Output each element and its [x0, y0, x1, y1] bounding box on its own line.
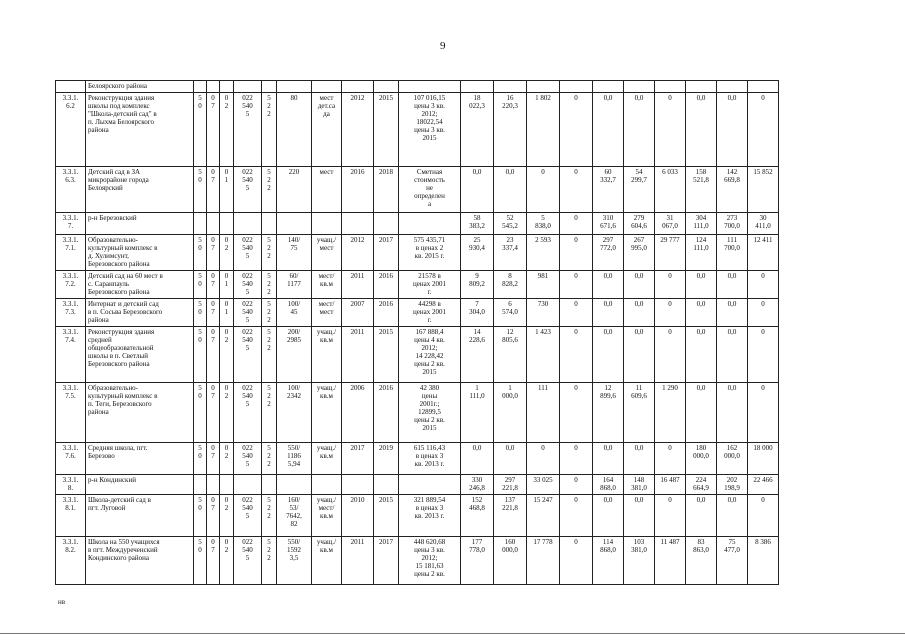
cell-v10: 12 411: [748, 235, 779, 271]
page-number: 9: [440, 40, 446, 52]
cell-name: Образовательно- культурный комплекс в д. Хулимсунт, Березовского района: [86, 235, 194, 271]
cell-power: 60/ 1177: [277, 271, 312, 299]
cell-v1: 18 022,3: [461, 93, 494, 167]
cell-v7: 11 487: [655, 537, 686, 585]
cell-v4: 0: [560, 235, 593, 271]
cell-cost: 167 888,4 цены 4 кв. 2012; 14 228,42 цены 2 кв. 2015: [399, 327, 461, 383]
cell-v5: 12 899,6: [593, 383, 624, 443]
cell-cost: 575 435,71 в ценах 2 кв. 2015 г.: [399, 235, 461, 271]
cell-c1: 5 0: [194, 235, 207, 271]
cell-v6: 279 604,6: [624, 213, 655, 235]
cell-c4: 022 540 5: [234, 537, 262, 585]
cell-c1: 5 0: [194, 495, 207, 537]
cell-num: 3.3.1. 7.6.: [56, 443, 86, 475]
cell-v8: 0,0: [686, 327, 717, 383]
continuation-text: Белоярского района: [86, 81, 194, 93]
cell-start: 2010: [342, 495, 374, 537]
cell-c5: 5 2 2: [262, 443, 277, 475]
cell-v1: 0,0: [461, 443, 494, 475]
cell-c3: 0 2: [220, 383, 234, 443]
cell-num: 3.3.1. 8.2.: [56, 537, 86, 585]
cell-v8: 180 000,0: [686, 443, 717, 475]
cell-c2: 0 7: [207, 327, 220, 383]
cell-v1: 7 304,0: [461, 299, 494, 327]
cell-num: 3.3.1. 8.: [56, 475, 86, 495]
cell-v2: 6 574,0: [494, 299, 527, 327]
cell-v2: 137 221,8: [494, 495, 527, 537]
cell-start: [342, 213, 374, 235]
cell-v1: 0,0: [461, 167, 494, 213]
cell-v4: 0: [560, 383, 593, 443]
cell-unit: учащ./ кв.м: [312, 383, 342, 443]
cell-v1: 330 246,8: [461, 475, 494, 495]
cell-end: 2019: [374, 443, 399, 475]
cell-v1: 58 383,2: [461, 213, 494, 235]
cell-c5: 5 2 2: [262, 495, 277, 537]
cell-v5: 0,0: [593, 271, 624, 299]
table-row: [56, 383, 779, 443]
cell-power: 80: [277, 93, 312, 167]
cell-unit: мест: [312, 167, 342, 213]
cell-v8: 0,0: [686, 271, 717, 299]
cell-c1: 5 0: [194, 443, 207, 475]
cell-v7: 0: [655, 443, 686, 475]
cell-v7: 0: [655, 271, 686, 299]
cell-v3: 33 025: [527, 475, 560, 495]
cell-v7: 0: [655, 93, 686, 167]
cell-end: 2017: [374, 235, 399, 271]
cell-v10: 18 000: [748, 443, 779, 475]
cell-v3: 981: [527, 271, 560, 299]
cell-v3: 1 423: [527, 327, 560, 383]
cell-v1: 1 111,0: [461, 383, 494, 443]
cell-power: 160/ 53/ 7642, 82: [277, 495, 312, 537]
cell-v4: 0: [560, 475, 593, 495]
cell-end: 2018: [374, 167, 399, 213]
cell-v9: 0,0: [717, 93, 748, 167]
cell-c5: 5 2 2: [262, 537, 277, 585]
cell-v10: 22 466: [748, 475, 779, 495]
cell-v5: 0,0: [593, 327, 624, 383]
cell-start: 2011: [342, 537, 374, 585]
cell-c4: 022 540 5: [234, 235, 262, 271]
cell-v6: 0,0: [624, 93, 655, 167]
cell-c4: 022 540 5: [234, 271, 262, 299]
cell-name: Детский сад на 60 мест в с. Саранпауль Березовского района: [86, 271, 194, 299]
cell-v4: 0: [560, 443, 593, 475]
cell-v10: 8 386: [748, 537, 779, 585]
cell-v6: 0,0: [624, 327, 655, 383]
cell-v4: 0: [560, 495, 593, 537]
cell-name: Реконструкция здания средней общеобразовательной школы в п. Светлый Березовского района: [86, 327, 194, 383]
cell-power: 100/ 45: [277, 299, 312, 327]
cell-c1: 5 0: [194, 271, 207, 299]
cell-v7: 1 290: [655, 383, 686, 443]
cell-c2: 0 7: [207, 495, 220, 537]
cell-c2: [207, 213, 220, 235]
cell-power: 140/ 75: [277, 235, 312, 271]
cell-end: 2017: [374, 537, 399, 585]
table-row: [56, 537, 779, 585]
cell-name: Школа на 550 учащихся в пгт. Междуреченский Кондинского района: [86, 537, 194, 585]
cell-cost: [399, 213, 461, 235]
cell-v3: 1 802: [527, 93, 560, 167]
cell-unit: учащ./ мест/ кв.м: [312, 495, 342, 537]
cell-v2: 0,0: [494, 443, 527, 475]
cell-v6: 148 381,0: [624, 475, 655, 495]
cell-power: [277, 475, 312, 495]
cell-c4: 022 540 5: [234, 443, 262, 475]
cell-c4: 022 540 5: [234, 495, 262, 537]
cell-c4: 022 540 5: [234, 383, 262, 443]
cell-c5: [262, 475, 277, 495]
cell-c2: 0 7: [207, 271, 220, 299]
cell-c3: 0 2: [220, 495, 234, 537]
cell-start: [342, 475, 374, 495]
cell-v9: 0,0: [717, 271, 748, 299]
cell-name: р-н Березовский: [86, 213, 194, 235]
cell-v3: 17 778: [527, 537, 560, 585]
cell-end: 2015: [374, 93, 399, 167]
continuation-row: [56, 81, 779, 93]
cell-v8: 0,0: [686, 93, 717, 167]
cell-unit: [312, 475, 342, 495]
cell-v9: 0,0: [717, 383, 748, 443]
cell-v3: 5 838,0: [527, 213, 560, 235]
table-row: [56, 443, 779, 475]
cell-name: Интернат и детский сад в п. Сосьва Березовского района: [86, 299, 194, 327]
cell-v8: 224 664,9: [686, 475, 717, 495]
cell-v5: 0,0: [593, 93, 624, 167]
cell-v4: 0: [560, 213, 593, 235]
cell-v2: 23 337,4: [494, 235, 527, 271]
cell-cost: 42 380 цены 2001г.; 12899,5 цены 2 кв. 2015: [399, 383, 461, 443]
cell-c2: 0 7: [207, 167, 220, 213]
cell-v8: 0,0: [686, 383, 717, 443]
cell-c5: [262, 213, 277, 235]
cell-power: 550/ 1592 3,5: [277, 537, 312, 585]
cell-c4: 022 540 5: [234, 299, 262, 327]
cell-num: 3.3.1. 7.1.: [56, 235, 86, 271]
cell-num: 3.3.1. 7.4.: [56, 327, 86, 383]
cell-c3: 0 2: [220, 443, 234, 475]
cell-v5: 0,0: [593, 443, 624, 475]
cell-v3: 0: [527, 443, 560, 475]
cell-v1: 25 930,4: [461, 235, 494, 271]
cell-power: 200/ 2985: [277, 327, 312, 383]
cell-v10: 15 852: [748, 167, 779, 213]
cell-v9: 0,0: [717, 327, 748, 383]
cell-v2: 16 220,3: [494, 93, 527, 167]
cell-c2: 0 7: [207, 443, 220, 475]
cell-v2: 297 221,8: [494, 475, 527, 495]
cell-v7: 6 033: [655, 167, 686, 213]
table-row: [56, 167, 779, 213]
cell-v8: 124 111,0: [686, 235, 717, 271]
cell-v9: 273 700,0: [717, 213, 748, 235]
cell-v6: 267 995,0: [624, 235, 655, 271]
footer-mark: нв: [58, 598, 66, 606]
cell-name: Детский сад в ЗА микрорайоне города Белоярский: [86, 167, 194, 213]
cell-unit: [312, 213, 342, 235]
cell-v6: 0,0: [624, 495, 655, 537]
table-row: [56, 475, 779, 495]
cell-c4: 022 540 5: [234, 167, 262, 213]
cell-unit: мест дет.са да: [312, 93, 342, 167]
cell-start: 2007: [342, 299, 374, 327]
cell-cost: Сметная стоимость не определен а: [399, 167, 461, 213]
cell-c1: 5 0: [194, 93, 207, 167]
cell-v10: 0: [748, 383, 779, 443]
cell-c3: 0 2: [220, 327, 234, 383]
cell-v9: 162 000,0: [717, 443, 748, 475]
cell-c4: 022 540 5: [234, 327, 262, 383]
cell-v1: 9 809,2: [461, 271, 494, 299]
cell-v3: 730: [527, 299, 560, 327]
cell-name: Образовательно- культурный комплекс в п. Теги, Березовского района: [86, 383, 194, 443]
table-row: [56, 271, 779, 299]
cell-v1: 14 228,6: [461, 327, 494, 383]
cell-start: 2012: [342, 235, 374, 271]
cell-v6: 103 381,0: [624, 537, 655, 585]
cell-c4: [234, 475, 262, 495]
cell-end: 2015: [374, 327, 399, 383]
cell-v10: 0: [748, 299, 779, 327]
table-row: [56, 299, 779, 327]
cell-power: 550/ 1186 5,94: [277, 443, 312, 475]
cell-c1: 5 0: [194, 537, 207, 585]
cell-num: 3.3.1. 6.2: [56, 93, 86, 167]
cell-power: 220: [277, 167, 312, 213]
cell-power: [277, 213, 312, 235]
cell-v7: 16 487: [655, 475, 686, 495]
cell-v8: 304 111,0: [686, 213, 717, 235]
cell-c5: 5 2 2: [262, 383, 277, 443]
cell-unit: мест/ кв.м: [312, 271, 342, 299]
cell-v4: 0: [560, 93, 593, 167]
cell-c5: 5 2 2: [262, 235, 277, 271]
investment-table: [55, 80, 779, 585]
cell-c5: 5 2 2: [262, 299, 277, 327]
cell-end: [374, 213, 399, 235]
cell-unit: учащ./ кв.м: [312, 327, 342, 383]
cell-c3: 0 2: [220, 93, 234, 167]
cell-v8: 0,0: [686, 495, 717, 537]
cell-num: 3.3.1. 7.: [56, 213, 86, 235]
table-row: [56, 93, 779, 167]
table-row: [56, 495, 779, 537]
cell-v8: 0,0: [686, 299, 717, 327]
cell-c3: 0 1: [220, 167, 234, 213]
cell-start: 2017: [342, 443, 374, 475]
cell-v9: 0,0: [717, 495, 748, 537]
cell-name: р-н Кондинский: [86, 475, 194, 495]
cell-unit: мест/ мест: [312, 299, 342, 327]
cell-v7: 29 777: [655, 235, 686, 271]
cell-v2: 1 000,0: [494, 383, 527, 443]
cell-c2: 0 7: [207, 383, 220, 443]
cell-v2: 12 805,6: [494, 327, 527, 383]
cell-start: 2011: [342, 327, 374, 383]
cell-num: 3.3.1. 6.3.: [56, 167, 86, 213]
cell-c1: 5 0: [194, 383, 207, 443]
cell-c5: 5 2 2: [262, 167, 277, 213]
cell-v3: 111: [527, 383, 560, 443]
cell-power: 100/ 2342: [277, 383, 312, 443]
cell-v8: 158 521,8: [686, 167, 717, 213]
cell-v8: 83 863,0: [686, 537, 717, 585]
cell-cost: 448 620,68 цены 3 кв. 2012; 15 181,63 цены 2 кв.: [399, 537, 461, 585]
cell-v10: 30 411,0: [748, 213, 779, 235]
cell-unit: учащ./ мест: [312, 235, 342, 271]
cell-v7: 31 067,0: [655, 213, 686, 235]
cell-c5: 5 2 2: [262, 327, 277, 383]
cell-c3: 0 2: [220, 235, 234, 271]
cell-v3: 15 247: [527, 495, 560, 537]
cell-v5: 0,0: [593, 495, 624, 537]
page-edge-line: [0, 633, 905, 634]
cell-v9: 0,0: [717, 299, 748, 327]
cell-cost: 107 016,15 цены 3 кв. 2012; 18022,54 цены 3 кв. 2015: [399, 93, 461, 167]
cell-v5: 60 332,7: [593, 167, 624, 213]
table-row: [56, 235, 779, 271]
cell-num: 3.3.1. 7.2.: [56, 271, 86, 299]
cell-v2: 160 000,0: [494, 537, 527, 585]
table-row: [56, 213, 779, 235]
cell-start: 2006: [342, 383, 374, 443]
cell-c3: [220, 475, 234, 495]
cell-v9: 142 669,8: [717, 167, 748, 213]
cell-c1: 5 0: [194, 167, 207, 213]
cell-v7: 0: [655, 299, 686, 327]
cell-v2: 0,0: [494, 167, 527, 213]
cell-start: 2011: [342, 271, 374, 299]
cell-cost: 615 116,43 в ценах 3 кв. 2013 г.: [399, 443, 461, 475]
cell-v3: 0: [527, 167, 560, 213]
cell-v1: 152 468,8: [461, 495, 494, 537]
cell-v9: 111 700,0: [717, 235, 748, 271]
cell-v6: 0,0: [624, 299, 655, 327]
cell-c4: 022 540 5: [234, 93, 262, 167]
cell-unit: учащ./ кв.м: [312, 443, 342, 475]
cell-v6: 0,0: [624, 271, 655, 299]
cell-v5: 297 772,0: [593, 235, 624, 271]
cell-v10: 0: [748, 327, 779, 383]
cell-c3: 0 1: [220, 299, 234, 327]
cell-cost: [399, 475, 461, 495]
cell-c2: 0 7: [207, 537, 220, 585]
cell-c4: [234, 213, 262, 235]
cell-start: 2016: [342, 167, 374, 213]
cell-v4: 0: [560, 299, 593, 327]
cell-end: 2015: [374, 495, 399, 537]
cell-v4: 0: [560, 271, 593, 299]
cell-cost: 21578 в ценах 2001 г.: [399, 271, 461, 299]
cell-cost: 44298 в ценах 2001 г.: [399, 299, 461, 327]
table-row: [56, 327, 779, 383]
cell-v7: 0: [655, 327, 686, 383]
cell-c2: [207, 475, 220, 495]
cell-c5: 5 2 2: [262, 271, 277, 299]
cell-v2: 52 545,2: [494, 213, 527, 235]
cell-v10: 0: [748, 271, 779, 299]
cell-end: [374, 475, 399, 495]
cell-v9: 75 477,0: [717, 537, 748, 585]
cell-c2: 0 7: [207, 93, 220, 167]
cell-num: 3.3.1. 7.3.: [56, 299, 86, 327]
cell-name: Реконструкция здания школы под комплекс "Школа-детский сад" в п. Лыхма Белоярского района: [86, 93, 194, 167]
cell-c1: 5 0: [194, 327, 207, 383]
cell-v3: 2 593: [527, 235, 560, 271]
cell-c1: [194, 475, 207, 495]
cell-v5: 0,0: [593, 299, 624, 327]
cell-v4: 0: [560, 167, 593, 213]
cell-end: 2016: [374, 299, 399, 327]
cell-end: 2016: [374, 383, 399, 443]
cell-v10: 0: [748, 93, 779, 167]
cell-v6: 0,0: [624, 443, 655, 475]
cell-v6: 54 299,7: [624, 167, 655, 213]
cell-c3: [220, 213, 234, 235]
cell-v9: 202 198,9: [717, 475, 748, 495]
cell-c3: 0 2: [220, 537, 234, 585]
cell-end: 2016: [374, 271, 399, 299]
cell-num: 3.3.1. 7.5.: [56, 383, 86, 443]
cell-c3: 0 1: [220, 271, 234, 299]
cell-start: 2012: [342, 93, 374, 167]
cell-c5: 5 2 2: [262, 93, 277, 167]
cell-v5: 114 868,0: [593, 537, 624, 585]
cell-v1: 177 778,0: [461, 537, 494, 585]
cell-v5: 164 868,0: [593, 475, 624, 495]
cell-v5: 310 671,6: [593, 213, 624, 235]
cell-c2: 0 7: [207, 235, 220, 271]
program-table: [55, 80, 779, 585]
cell-cost: 321 889,54 в ценах 3 кв. 2013 г.: [399, 495, 461, 537]
cell-v7: 0: [655, 495, 686, 537]
cell-num: 3.3.1. 8.1.: [56, 495, 86, 537]
cell-v6: 11 609,6: [624, 383, 655, 443]
cell-name: Средняя школа, пгт. Березово: [86, 443, 194, 475]
cell-c1: 5 0: [194, 299, 207, 327]
cell-v10: 0: [748, 495, 779, 537]
cell-v2: 8 828,2: [494, 271, 527, 299]
cell-v4: 0: [560, 327, 593, 383]
cell-unit: учащ./ кв.м: [312, 537, 342, 585]
cell-c2: 0 7: [207, 299, 220, 327]
cell-v4: 0: [560, 537, 593, 585]
cell-name: Школа-детский сад в пгт. Луговой: [86, 495, 194, 537]
cell-c1: [194, 213, 207, 235]
